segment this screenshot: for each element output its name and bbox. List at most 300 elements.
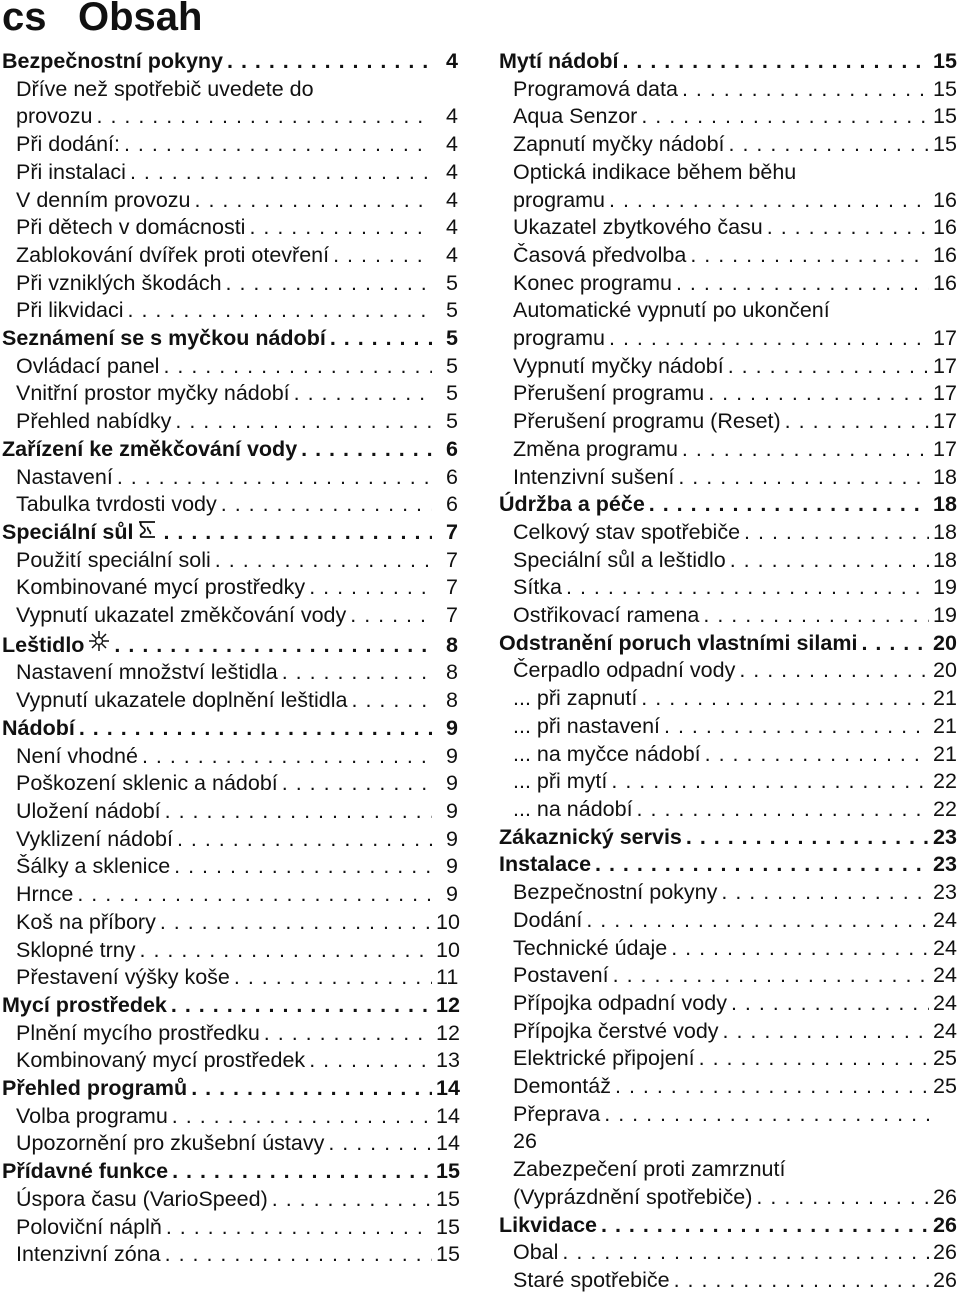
page-number: 23 — [933, 852, 957, 877]
toc-entry-text: V denním provozu — [16, 187, 191, 212]
toc-entry-aqua-senzor[interactable] — [499, 103, 955, 131]
toc-entry-text: Zabezpečení proti zamrznutí — [513, 1157, 786, 1182]
dot-leader — [664, 713, 929, 741]
toc-entry-cerpadlo-odpadni-vody[interactable] — [499, 657, 955, 685]
page-number: 24 — [933, 990, 957, 1015]
toc-entry-text: Uložení nádobí — [16, 798, 161, 823]
toc-section-myti-nadobi[interactable] — [499, 48, 955, 76]
toc-entry-polovicni-napln[interactable] — [2, 1214, 458, 1242]
dot-leader — [731, 990, 929, 1018]
toc-entry-text: Kombinovaný mycí prostředek — [16, 1048, 306, 1073]
dot-leader — [352, 687, 433, 715]
dot-leader — [601, 1212, 929, 1240]
toc-section-instalace[interactable] — [499, 851, 955, 879]
dot-leader — [195, 187, 433, 215]
page-number: 8 — [446, 632, 458, 657]
toc-entry-upozorneni-pro-zkusebni-ustavy[interactable] — [2, 1130, 458, 1158]
toc-entry-salky-a-sklenice[interactable] — [2, 853, 458, 881]
page-number: 18 — [933, 547, 957, 572]
toc-entry-ukazatel-zbytkoveho-casu[interactable] — [499, 214, 955, 242]
toc-entry-text: Odstranění poruch vlastními silami — [499, 630, 858, 655]
toc-entry-text: Vypnutí myčky nádobí — [513, 353, 724, 378]
toc-entry-text: Přerušení programu (Reset) — [513, 409, 781, 434]
toc-entry-stare-spotrebice[interactable] — [499, 1267, 955, 1295]
dot-leader — [165, 798, 432, 826]
toc-section-odstraneni-poruch-vlastnimi-silami[interactable] — [499, 630, 955, 658]
toc-entry-programova-data[interactable] — [499, 76, 955, 104]
toc-entry-text: Vnitřní prostor myčky nádobí — [16, 381, 290, 406]
page-number: 11 — [436, 965, 459, 990]
toc-entry-obal[interactable] — [499, 1239, 955, 1267]
page-number: 24 — [933, 1018, 957, 1043]
toc-entry-text: ... při zapnutí — [513, 686, 638, 711]
toc-entry-text: Elektrické připojení — [513, 1046, 695, 1071]
toc-entry-text: Změna programu — [513, 436, 678, 461]
dot-leader — [171, 992, 432, 1020]
page-number: 15 — [933, 76, 957, 101]
page-number: 16 — [933, 187, 957, 212]
dot-leader — [595, 851, 929, 879]
toc-entry-text: Nádobí — [2, 715, 75, 740]
dot-leader — [328, 1130, 432, 1158]
toc-entry-text: Demontáž — [513, 1074, 611, 1099]
toc-entry-text: ... při nastavení — [513, 713, 660, 738]
dot-leader — [708, 380, 929, 408]
page-number: 16 — [933, 242, 957, 267]
toc-entry-text: programu — [513, 187, 606, 212]
toc-entry-text: Poškození sklenic a nádobí — [16, 771, 278, 796]
toc-entry-text: Intenzivní sušení — [513, 464, 675, 489]
toc-section-udrzba-a-pece[interactable] — [499, 491, 955, 519]
dot-leader — [739, 657, 929, 685]
page-number: 26 — [933, 1267, 957, 1292]
page-number: 14 — [436, 1076, 460, 1101]
dot-leader — [566, 574, 929, 602]
toc-entry-tabulka-tvrdosti-vody[interactable] — [2, 491, 458, 519]
toc-entry-text: Ovládací panel — [16, 353, 160, 378]
dot-leader — [160, 909, 432, 937]
page-number: 17 — [933, 326, 957, 351]
toc-entry-ovladaci-panel[interactable] — [2, 353, 458, 381]
toc-entry-casova-predvolba[interactable] — [499, 242, 955, 270]
toc-entry-vypnuti-ukazatele-doplneni-lestidla[interactable] — [2, 687, 458, 715]
toc-entry-bezpecnostni-pokyny[interactable] — [499, 879, 955, 907]
dot-leader — [613, 962, 929, 990]
page-number: 5 — [446, 409, 458, 434]
toc-entry-preruseni-programu-reset[interactable] — [499, 408, 955, 436]
toc-entry-text: Sítka — [513, 575, 562, 600]
page-number: 4 — [446, 187, 458, 212]
dot-leader — [165, 1241, 432, 1269]
dot-leader — [641, 685, 929, 713]
toc-entry-vyklizeni-nadobi[interactable] — [2, 826, 458, 854]
dot-leader — [785, 408, 929, 436]
toc-entry-text: Optická indikace během běhu — [513, 159, 797, 184]
dot-leader — [861, 630, 929, 658]
page-number: 4 — [446, 159, 458, 184]
toc-entry-sitka[interactable] — [499, 574, 955, 602]
toc-entry-text: Sklopné trny — [16, 937, 136, 962]
toc-entry-text: Dodání — [513, 907, 583, 932]
toc-entry-pripojka-cerstve-vody[interactable] — [499, 1018, 955, 1046]
dot-leader — [622, 48, 929, 76]
dot-leader — [172, 1103, 432, 1131]
dot-leader — [674, 1267, 929, 1295]
dot-leader — [637, 796, 929, 824]
toc-section-specialni-sul[interactable] — [2, 519, 458, 547]
toc-entry-elektricke-pripojeni[interactable] — [499, 1045, 955, 1073]
toc-entry-text: ... při mytí — [513, 769, 608, 794]
toc-entry-hrnce[interactable] — [2, 881, 458, 909]
dot-leader — [128, 297, 432, 325]
toc-entry-text: Dříve než spotřebič uvedete do — [16, 76, 314, 101]
dot-leader — [221, 491, 432, 519]
toc-section-seznameni-se-s-myckou-nadobi[interactable] — [2, 325, 458, 353]
dot-leader — [140, 937, 432, 965]
toc-entry-26[interactable] — [499, 1128, 955, 1156]
toc-entry-text: Koš na příbory — [16, 909, 156, 934]
rinse-aid-icon — [88, 630, 110, 660]
toc-entry-text: Tabulka tvrdosti vody — [16, 492, 217, 517]
toc-entry-text: programu — [513, 326, 606, 351]
page-number: 21 — [933, 686, 957, 711]
toc-entry-demontaz[interactable] — [499, 1073, 955, 1101]
toc-entry-text: Přestavení výšky koše — [16, 965, 230, 990]
toc-entry-volba-programu[interactable] — [2, 1103, 458, 1131]
toc-entry-pri-zapnuti[interactable] — [499, 685, 955, 713]
toc-entry-text: Přeprava — [513, 1101, 601, 1126]
toc-entry-text: Zákaznický servis — [499, 824, 682, 849]
toc-entry-text: Bezpečnostní pokyny — [513, 880, 718, 905]
dot-leader — [721, 879, 929, 907]
toc-entry-text: Zařízení ke změkčování vody — [2, 436, 298, 461]
toc-entry-neni-vhodne[interactable] — [2, 743, 458, 771]
toc-entry-text: Leštidlo — [2, 632, 85, 657]
toc-entry-dodani[interactable] — [499, 907, 955, 935]
page-number: 17 — [933, 409, 957, 434]
dot-leader — [172, 1158, 432, 1186]
toc-entry-text: Mytí nádobí — [499, 49, 619, 73]
page-number: 9 — [446, 854, 458, 879]
page-number: 4 — [446, 242, 458, 267]
dot-leader — [705, 741, 929, 769]
page-number: 12 — [436, 1020, 460, 1045]
dot-leader — [177, 826, 432, 854]
page-number: 19 — [933, 575, 957, 600]
dot-leader — [350, 602, 432, 630]
toc-entry-text: ... na myčce nádobí — [513, 741, 701, 766]
dot-leader — [767, 214, 929, 242]
page-number: 15 — [933, 49, 957, 73]
page-number: 24 — [933, 963, 957, 988]
page-number: 8 — [446, 688, 458, 713]
page-number: 4 — [446, 132, 458, 157]
page-number: 23 — [933, 880, 957, 905]
toc-entry-text: Přehled programů — [2, 1076, 188, 1101]
toc-entry-v-dennim-provozu[interactable] — [2, 187, 458, 215]
toc-section-likvidace[interactable] — [499, 1212, 955, 1240]
dot-leader — [682, 436, 929, 464]
toc-entry-text: Při likvidaci — [16, 298, 124, 323]
toc-entry-text: Upozornění pro zkušební ústavy — [16, 1131, 325, 1156]
toc-entry-text: Čerpadlo odpadní vody — [513, 658, 736, 683]
toc-entry-text: Postavení — [513, 963, 609, 988]
dot-leader — [272, 1186, 432, 1214]
toc-entry-sklopne-trny[interactable] — [2, 937, 458, 965]
toc-entry-ostrikovaci-ramena[interactable] — [499, 602, 955, 630]
toc-entry-text: Při instalaci — [16, 159, 126, 184]
language-code: cs — [2, 0, 47, 39]
toc-entry-text: Časová předvolba — [513, 242, 687, 267]
salt-icon — [137, 519, 159, 547]
page-number: 9 — [446, 798, 458, 823]
toc-entry-line — [499, 1156, 955, 1184]
page-number: 10 — [436, 937, 460, 962]
dot-leader — [227, 48, 432, 76]
toc-entry-zablokovani-dvirek-proti-otevreni[interactable] — [2, 242, 458, 270]
toc-entry-vypnuti-ukazatel-zmekcovani-vody[interactable] — [2, 602, 458, 630]
page-number: 16 — [933, 270, 957, 295]
toc-section-nadobi[interactable] — [2, 715, 458, 743]
dot-leader — [282, 770, 432, 798]
dot-leader — [163, 353, 432, 381]
page-number: 5 — [446, 298, 458, 323]
dot-leader — [703, 602, 929, 630]
dot-leader — [699, 1045, 929, 1073]
dot-leader — [671, 935, 929, 963]
toc-entry-text: Při dětech v domácnosti — [16, 215, 246, 240]
dot-leader — [175, 408, 432, 436]
page-number: 20 — [933, 630, 957, 655]
dot-leader — [234, 964, 432, 992]
dot-leader — [226, 270, 432, 298]
toc-section-zakaznicky-servis[interactable] — [499, 824, 955, 852]
page-number: 4 — [446, 215, 458, 240]
toc-entry-specialni-sul-a-lestidlo[interactable] — [499, 547, 955, 575]
toc-entry-line — [2, 76, 458, 104]
toc-entry-text: Poloviční náplň — [16, 1214, 162, 1239]
toc-entry-text: Přerušení programu — [513, 381, 705, 406]
toc-entry-line — [499, 159, 955, 187]
toc-entry-celkovy-stav-spotrebice[interactable] — [499, 519, 955, 547]
page-number: 7 — [446, 547, 458, 572]
toc-entry-programu[interactable] — [499, 325, 955, 353]
toc-entry-preruseni-programu[interactable] — [499, 380, 955, 408]
toc-section-prehled-programu[interactable] — [2, 1075, 458, 1103]
dot-leader — [163, 519, 432, 547]
dot-leader — [142, 743, 432, 771]
toc-entry-kos-na-pribory[interactable] — [2, 909, 458, 937]
toc-entry-kombinovany-myci-prostredek[interactable] — [2, 1047, 458, 1075]
page-number: 6 — [446, 492, 458, 517]
dot-leader — [586, 907, 929, 935]
dot-leader — [215, 547, 432, 575]
dot-leader — [117, 464, 432, 492]
toc-entry-text: Při dodání: — [16, 132, 120, 157]
toc-entry-postaveni[interactable] — [499, 962, 955, 990]
toc-entry-text: Intenzivní zóna — [16, 1242, 161, 1267]
toc-entry-intenzivni-suseni[interactable] — [499, 464, 955, 492]
toc-section-myci-prostredek[interactable] — [2, 992, 458, 1020]
dot-leader — [686, 824, 929, 852]
toc-entry-text: Nastavení množství leštidla — [16, 660, 278, 685]
dot-leader — [730, 547, 929, 575]
toc-right-column — [499, 48, 955, 1295]
toc-entry-vyprazdneni-spotrebice[interactable] — [499, 1184, 955, 1212]
toc-entry-text: Údržba a péče — [499, 492, 645, 517]
toc-entry-pri-dodani[interactable] — [2, 131, 458, 159]
dot-leader — [641, 103, 929, 131]
dot-leader — [615, 1073, 929, 1101]
toc-entry-pri-nastaveni[interactable] — [499, 713, 955, 741]
page-number: 6 — [446, 436, 458, 461]
dot-leader — [124, 131, 432, 159]
toc-entry-text: Obal — [513, 1240, 559, 1265]
page-number: 14 — [436, 1103, 460, 1128]
toc-entry-text: Mycí prostředek — [2, 992, 167, 1017]
toc-entry-text: Seznámení se s myčkou nádobí — [2, 326, 326, 351]
toc-entry-na-nadobi[interactable] — [499, 796, 955, 824]
page-number: 7 — [446, 603, 458, 628]
dot-leader — [282, 659, 432, 687]
page-number: 23 — [933, 824, 957, 849]
page-number: 15 — [436, 1186, 460, 1211]
page-number: 5 — [446, 353, 458, 378]
toc-entry-text: Aqua Senzor — [513, 104, 638, 129]
toc-left-column — [2, 48, 458, 1269]
toc-entry-prehled-nabidky[interactable] — [2, 408, 458, 436]
dot-leader — [333, 242, 432, 270]
page-number: 9 — [446, 743, 458, 768]
page-number: 15 — [933, 132, 957, 157]
toc-entry-pri-detech-v-domacnosti[interactable] — [2, 214, 458, 242]
toc-entry-text: Vypnutí ukazatel změkčování vody — [16, 603, 347, 628]
toc-entry-text: 26 — [513, 1129, 537, 1154]
toc-entry-vypnuti-mycky-nadobi[interactable] — [499, 353, 955, 381]
toc-entry-text: Zapnutí myčky nádobí — [513, 132, 725, 157]
toc-entry-programu[interactable] — [499, 187, 955, 215]
toc-entry-nastaveni[interactable] — [2, 464, 458, 492]
toc-entry-text: Bezpečnostní pokyny — [2, 49, 224, 73]
dot-leader — [294, 380, 432, 408]
toc-entry-text: Vypnutí ukazatele doplnění leštidla — [16, 688, 348, 713]
toc-entry-pri-myti[interactable] — [499, 768, 955, 796]
toc-entry-text: Konec programu — [513, 270, 672, 295]
toc-section-zarizeni-ke-zmekcovani-vody[interactable] — [2, 436, 458, 464]
toc-entry-poskozeni-sklenic-a-nadobi[interactable] — [2, 770, 458, 798]
toc-entry-text: provozu — [16, 104, 93, 129]
toc-entry-text: Plnění mycího prostředku — [16, 1020, 260, 1045]
page-number: 21 — [933, 713, 957, 738]
page-number: 26 — [933, 1184, 957, 1209]
page-number: 19 — [933, 603, 957, 628]
dot-leader — [114, 632, 432, 660]
dot-leader — [330, 325, 432, 353]
dot-leader — [611, 768, 929, 796]
page-number: 20 — [933, 658, 957, 683]
toc-entry-text: Instalace — [499, 852, 592, 877]
toc-entry-text: Při vzniklých škodách — [16, 270, 222, 295]
toc-entry-text: (Vyprázdnění spotřebiče) — [513, 1184, 753, 1209]
toc-entry-zapnuti-mycky-nadobi[interactable] — [499, 131, 955, 159]
toc-section-lestidlo[interactable] — [2, 630, 458, 660]
dot-leader — [174, 853, 432, 881]
dot-leader — [604, 1101, 929, 1129]
dot-leader — [678, 464, 929, 492]
toc-section-pridavne-funkce[interactable] — [2, 1158, 458, 1186]
page-number: 9 — [446, 882, 458, 907]
toc-entry-text: Zablokování dvířek proti otevření — [16, 242, 330, 267]
toc-entry-text: Přípojka odpadní vody — [513, 990, 727, 1015]
toc-entry-pri-likvidaci[interactable] — [2, 297, 458, 325]
dot-leader — [130, 159, 432, 187]
dot-leader — [249, 214, 432, 242]
toc-entry-text: Speciální sůl a leštidlo — [513, 547, 726, 572]
dot-leader — [682, 76, 929, 104]
toc-entry-zmena-programu[interactable] — [499, 436, 955, 464]
toc-entry-nastaveni-mnozstvi-lestidla[interactable] — [2, 659, 458, 687]
page-number: 16 — [933, 215, 957, 240]
toc-entry-kombinovane-myci-prostredky[interactable] — [2, 574, 458, 602]
toc-entry-pouziti-specialni-soli[interactable] — [2, 547, 458, 575]
toc-entry-text: Šálky a sklenice — [16, 854, 171, 879]
page-number: 9 — [446, 771, 458, 796]
dot-leader — [756, 1184, 929, 1212]
dot-leader — [191, 1075, 432, 1103]
toc-entry-plneni-myciho-prostredku[interactable] — [2, 1020, 458, 1048]
page-number: 15 — [933, 104, 957, 129]
toc-entry-intenzivni-zona[interactable] — [2, 1241, 458, 1269]
toc-entry-technicke-udaje[interactable] — [499, 935, 955, 963]
toc-entry-pripojka-odpadni-vody[interactable] — [499, 990, 955, 1018]
page-number: 26 — [933, 1212, 957, 1237]
toc-entry-provozu[interactable] — [2, 103, 458, 131]
page-number: 5 — [446, 381, 458, 406]
toc-entry-vnitrni-prostor-mycky-nadobi[interactable] — [2, 380, 458, 408]
dot-leader — [728, 353, 929, 381]
toc-entry-prestaveni-vysky-kose[interactable] — [2, 964, 458, 992]
page-title: Obsah — [78, 0, 203, 39]
page-number: 15 — [436, 1242, 460, 1267]
page-number: 24 — [933, 935, 957, 960]
dot-leader — [676, 270, 929, 298]
toc-entry-text: Ostřikovací ramena — [513, 603, 700, 628]
toc-entry-text: ... na nádobí — [513, 796, 633, 821]
toc-entry-text: Přehled nabídky — [16, 409, 172, 434]
toc-section-bezpecnostni-pokyny[interactable] — [2, 48, 458, 76]
toc-entry-uspora-casu-variospeed[interactable] — [2, 1186, 458, 1214]
page-number: 8 — [446, 660, 458, 685]
toc-entry-text: Speciální sůl — [2, 519, 134, 544]
toc-entry-na-mycce-nadobi[interactable] — [499, 741, 955, 769]
page-number: 9 — [446, 826, 458, 851]
dot-leader — [649, 491, 929, 519]
page-number: 7 — [446, 575, 458, 600]
toc-entry-text: Přípojka čerstvé vody — [513, 1018, 719, 1043]
dot-leader — [79, 715, 432, 743]
dot-leader — [609, 187, 929, 215]
toc-entry-preprava[interactable] — [499, 1101, 955, 1129]
toc-entry-text: Použití speciální soli — [16, 547, 211, 572]
toc-entry-konec-programu[interactable] — [499, 270, 955, 298]
toc-entry-ulozeni-nadobi[interactable] — [2, 798, 458, 826]
toc-entry-pri-vzniklych-skodach[interactable] — [2, 270, 458, 298]
page-number: 18 — [933, 519, 957, 544]
toc-entry-text: Vyklizení nádobí — [16, 826, 173, 851]
toc-entry-text: Volba programu — [16, 1103, 168, 1128]
dot-leader — [690, 242, 929, 270]
toc-entry-pri-instalaci[interactable] — [2, 159, 458, 187]
